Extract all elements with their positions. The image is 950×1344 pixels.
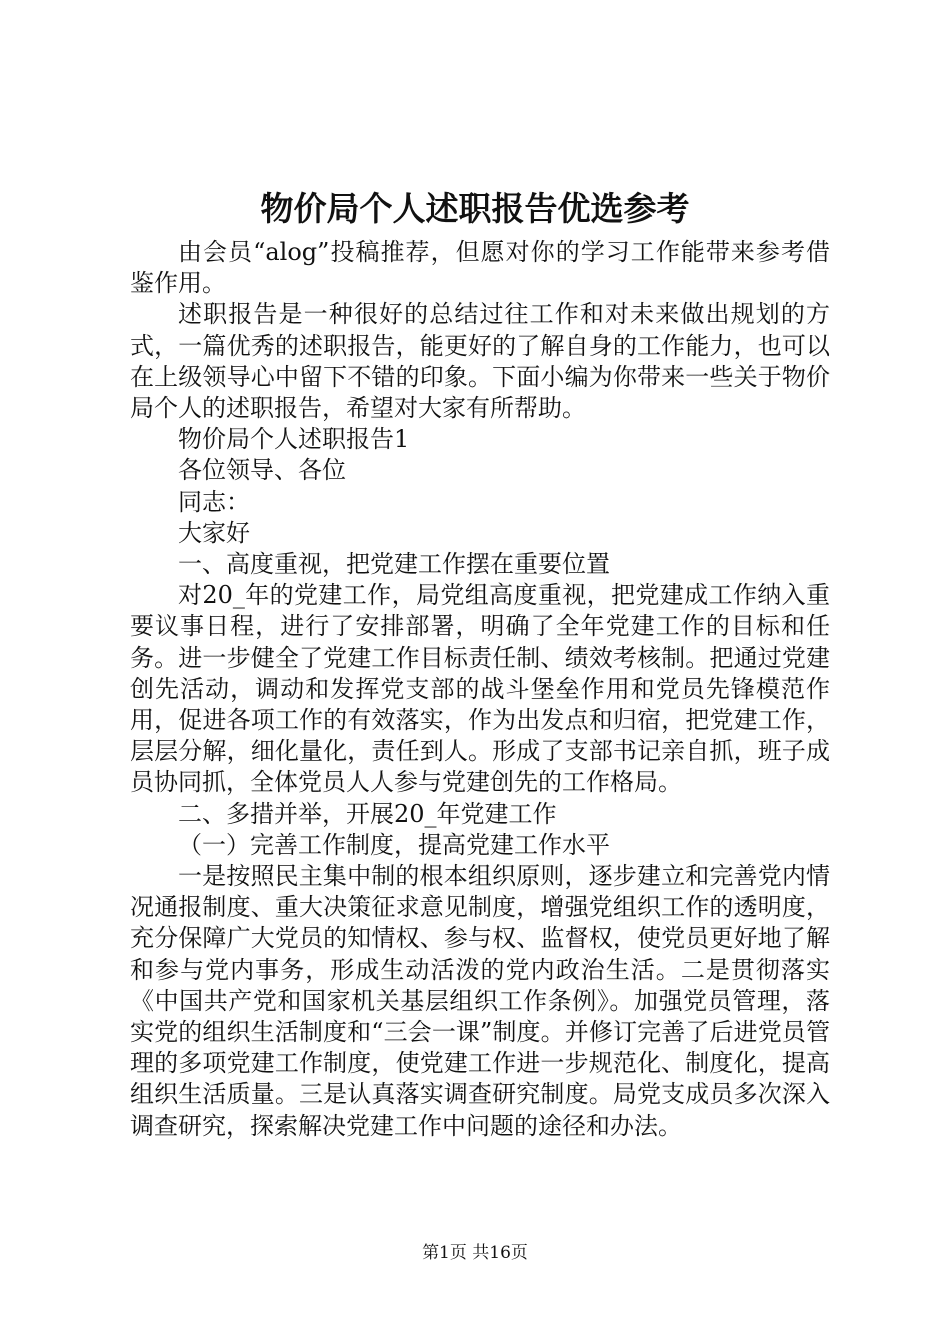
section-heading-2: 二、多措并举，开展20_年党建工作 — [178, 799, 557, 828]
section-heading-1: 一、高度重视，把党建工作摆在重要位置 — [178, 550, 610, 579]
paragraph-description: 述职报告是一种很好的总结过往工作和对未来做出规划的方式，一篇优秀的述职报告，能更好的了解自身的工作能力，也可以在上级领导心中留下不错的印象。下面小编为你带来一些关于物价局个人的述职报告，希望对大家有所帮助。 — [130, 300, 830, 423]
document-body — [130, 237, 830, 1142]
salutation-comrades: 同志： — [178, 487, 250, 516]
salutation-leaders: 各位领导、各位 — [178, 456, 346, 485]
subsection-heading-1: （一）完善工作制度，提高党建工作水平 — [178, 830, 610, 859]
page-footer: 第1页 共16页 — [422, 1243, 528, 1263]
paragraph-intro: 由会员“alog”投稿推荐，但愿对你的学习工作能带来参考借鉴作用。 — [130, 238, 830, 298]
section-heading-report-1: 物价局个人述职报告1 — [178, 425, 410, 454]
paragraph-subsection-1: 一是按照民主集中制的根本组织原则，逐步建立和完善党内情况通报制度、重大决策征求意见制度，增强党组织工作的透明度，充分保障广大党员的知情权、参与权、监督权，使党员更好地了解和参与党内事务，形成生动活泼的党内政治生活。二是贯彻落实《中国共产党和国家机关基层组织工作条例》。加强党员管理，落实党的组织生活制度和“三会一课”制度。并修订完善了后进党员管理的多项党建工作制度，使党建工作进一步规范化、制度化，提高组织生活质量。三是认真落实调查研究制度。局党支成员多次深入调查研究，探索解决党建工作中问题的途径和办法。 — [130, 862, 830, 1140]
document-title: 物价局个人述职报告优选参考 — [260, 189, 690, 228]
greeting: 大家好 — [178, 518, 250, 547]
paragraph-section-1: 对20_年的党建工作，局党组高度重视，把党建成工作纳入重要议事日程，进行了安排部署，明确了全年党建工作的目标和任务。进一步健全了党建工作目标责任制、绩效考核制。把通过党建创先活动，调动和发挥党支部的战斗堡垒作用和党员先锋模范作用，促进各项工作的有效落实，作为出发点和归宿，把党建工作，层层分解，细化量化，责任到人。形成了支部书记亲自抓，班子成员协同抓，全体党员人人参与党建创先的工作格局。 — [130, 581, 830, 797]
